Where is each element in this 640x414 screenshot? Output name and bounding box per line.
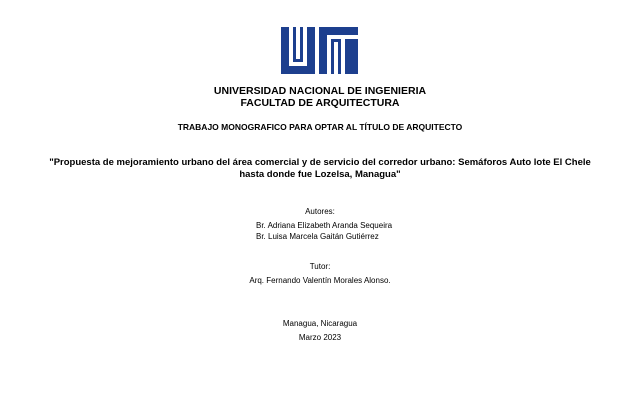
thesis-title-line-1: "Propuesta de mejoramiento urbano del área comercial y de servicio del corredor urbano: Semáforos Auto lote El Chele xyxy=(49,157,591,168)
authors-label: Autores: xyxy=(305,207,335,216)
faculty-name: FACULTAD DE ARQUITECTURA xyxy=(240,97,400,109)
author-name: Br. Adriana Elizabeth Aranda Sequeira xyxy=(256,221,393,230)
work-type: TRABAJO MONOGRAFICO PARA OPTAR AL TÍTULO DE ARQUITECTO xyxy=(177,122,463,132)
author-name: Br. Luisa Marcela Gaitán Gutiérrez xyxy=(256,232,379,241)
date: Marzo 2023 xyxy=(298,333,342,342)
uni-logo xyxy=(281,27,358,74)
tutor-name: Arq. Fernando Valentín Morales Alonso. xyxy=(249,276,391,285)
tutor-label: Tutor: xyxy=(309,262,331,271)
thesis-title-line-2: hasta donde fue Lozelsa, Managua" xyxy=(239,169,401,180)
university-name: UNIVERSIDAD NACIONAL DE INGENIERIA xyxy=(213,85,427,97)
place: Managua, Nicaragua xyxy=(282,319,358,328)
